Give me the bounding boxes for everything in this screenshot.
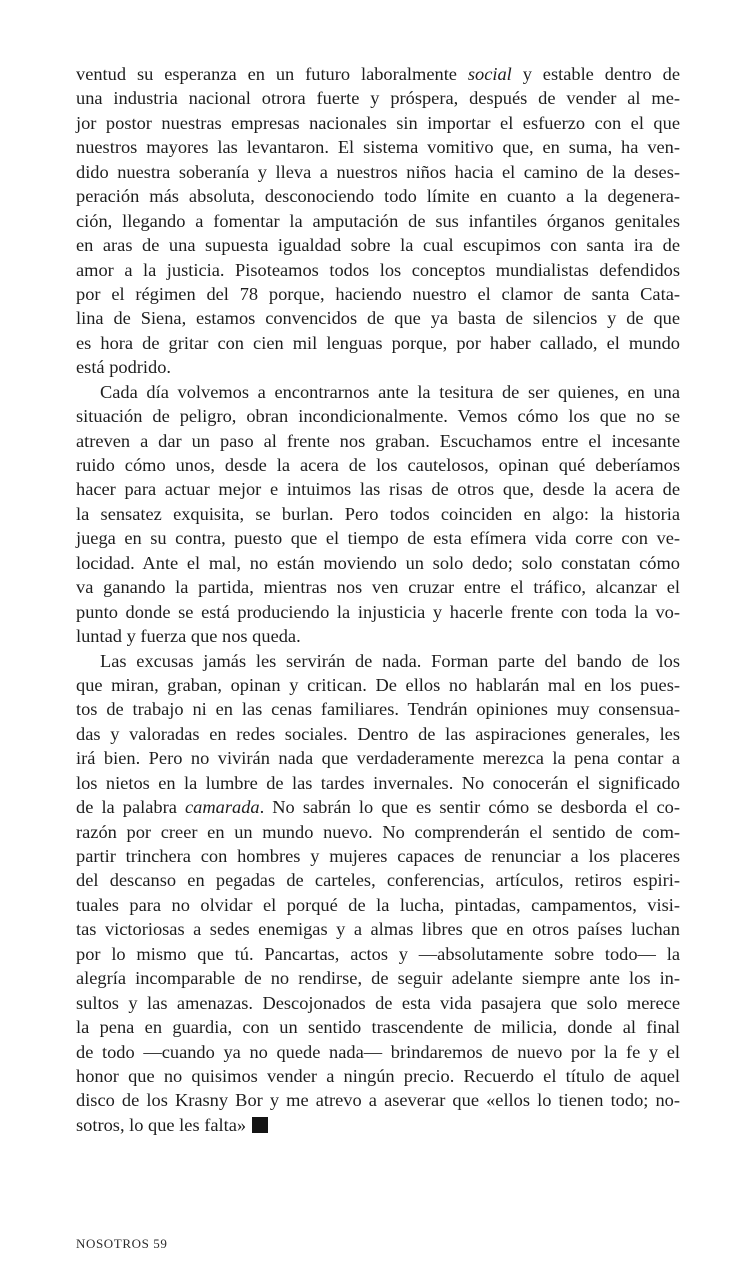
text-segment: la pena en guardia, con un sentido trascendente de milicia, donde al final: [76, 1017, 680, 1038]
text-line: [76, 233, 680, 257]
text-line: [76, 135, 680, 159]
text-segment: ruido cómo unos, desde la acera de los cautelosos, opinan qué deberíamos: [76, 455, 680, 475]
text-line: [76, 209, 680, 233]
text-segment: por el régimen del 78 porque, haciendo nuestro el clamor de santa Cata-: [76, 283, 680, 304]
text-line: [76, 306, 680, 330]
text-segment: razón por creer en un mundo nuevo. No comprenderán el sentido de com-: [76, 821, 680, 842]
text-line: [76, 282, 680, 306]
text-segment: alegría incomparable de no rendirse, de seguir adelante siempre ante los in-: [76, 968, 680, 989]
body-text: [76, 62, 680, 1137]
text-segment: va ganando la partida, mientras nos ven cruzar entre el tráfico, alcanzar el: [76, 577, 680, 598]
text-segment: Cada día volvemos a encontrarnos ante la tesitura de ser quienes, en una: [100, 381, 680, 402]
text-line: [76, 258, 680, 282]
text-line: [76, 526, 680, 550]
text-line: [76, 868, 680, 892]
text-segment: tuales para no olvidar el porqué de la lucha, pintadas, campamentos, visi-: [76, 894, 680, 915]
text-line: [76, 184, 680, 208]
text-line: [76, 673, 680, 697]
text-line: [76, 62, 680, 86]
text-segment: sultos y las amenazas. Descojonados de esta vida pasajera que solo merece: [76, 992, 680, 1013]
text-segment: honor que no quisimos vender a ningún precio. Recuerdo el título de aquel: [76, 1065, 680, 1086]
text-segment: juega en su contra, puesto que el tiempo de esta efímera vida corre con ve-: [76, 528, 680, 549]
text-line: [76, 551, 680, 575]
text-line: [76, 600, 680, 624]
text-segment: y estable dentro de: [511, 64, 680, 84]
text-line: [76, 429, 680, 453]
text-line: [76, 477, 680, 501]
footer-section-title: NOSOTROS: [76, 1236, 150, 1251]
text-line: [76, 404, 680, 428]
text-segment: de la palabra: [76, 797, 186, 818]
text-line: [76, 1040, 680, 1064]
text-segment: la sensatez exquisita, se burlan. Pero todos coinciden en algo: la historia: [76, 503, 680, 524]
text-line: [76, 160, 680, 184]
italic-word: camarada: [185, 797, 260, 818]
text-segment: una industria nacional otrora fuerte y próspera, después de vender al me-: [76, 88, 680, 109]
text-segment: tas victoriosas a sedes enemigas y a almas libres que en otros países luchan: [76, 919, 680, 940]
text-segment: tos de trabajo ni en las cenas familiares. Tendrán opiniones muy consensua-: [76, 699, 680, 720]
text-line: [76, 771, 680, 795]
text-segment: irá bien. Pero no vivirán nada que verdaderamente merezca la pena contar a: [76, 748, 680, 769]
text-segment: los nietos en la lumbre de las tardes invernales. No conocerán el significado: [76, 772, 680, 793]
text-segment: ventud su esperanza en un futuro laboralmente: [76, 64, 468, 84]
text-line: [76, 502, 680, 526]
text-segment: en aras de una supuesta igualdad sobre la cual escupimos con santa ira de: [76, 235, 680, 256]
text-line: [76, 746, 680, 770]
text-line: [76, 917, 680, 941]
text-segment: punto donde se está produciendo la injusticia y hacerle frente con toda la vo-: [76, 601, 680, 622]
text-line: [76, 991, 680, 1015]
text-line: [76, 844, 680, 868]
text-line: [76, 649, 680, 673]
text-line: [76, 355, 680, 379]
text-line: [76, 795, 680, 819]
text-segment: amor a la justicia. Pisoteamos todos los conceptos mundialistas defendidos: [76, 259, 680, 280]
text-segment: hacer para actuar mejor e intuimos las risas de otros que, desde la acera de: [76, 479, 680, 500]
text-segment: nuestros mayores las levantaron. El sistema vomitivo que, en suma, ha ven-: [76, 137, 680, 158]
text-segment: Las excusas jamás les servirán de nada. Forman parte del bando de los: [100, 650, 680, 671]
text-line: [76, 966, 680, 990]
text-segment: das y valoradas en redes sociales. Dentro de las aspiraciones generales, les: [76, 723, 680, 744]
text-line: [76, 575, 680, 599]
text-line: [76, 893, 680, 917]
text-segment: ción, llegando a fomentar la amputación de sus infantiles órganos genitales: [76, 210, 680, 231]
text-line: [76, 453, 680, 477]
end-of-article-square-icon: [252, 1117, 268, 1133]
text-segment: situación de peligro, obran incondicionalmente. Vemos cómo los que no se: [76, 406, 680, 427]
text-line: [76, 1113, 680, 1137]
text-segment: . No sabrán lo que es sentir cómo se desborda el co-: [259, 797, 680, 818]
text-line: [76, 86, 680, 110]
text-line: [76, 820, 680, 844]
text-segment: que miran, graban, opinan y critican. De ellos no hablarán mal en los pues-: [76, 674, 680, 695]
text-line: [76, 942, 680, 966]
footer-page-number: 59: [153, 1236, 168, 1251]
text-segment: lina de Siena, estamos convencidos de que ya basta de silencios y de que: [76, 308, 680, 329]
text-line: [76, 722, 680, 746]
text-segment: disco de los Krasny Bor y me atrevo a aseverar que «ellos lo tienen todo; no-: [76, 1090, 680, 1111]
text-line: [76, 380, 680, 404]
text-line: [76, 1015, 680, 1039]
text-segment: locidad. Ante el mal, no están moviendo un solo dedo; solo constatan cómo: [76, 552, 680, 573]
text-segment: está podrido.: [76, 357, 171, 378]
text-segment: de todo —cuando ya no quede nada— brindaremos de nuevo por la fe y el: [76, 1041, 680, 1062]
text-segment: luntad y fuerza que nos queda.: [76, 626, 301, 647]
running-footer: [76, 1236, 168, 1252]
text-line: [76, 1088, 680, 1112]
text-line: [76, 697, 680, 721]
text-segment: por lo mismo que tú. Pancartas, actos y —absolutamente sobre todo— la: [76, 943, 680, 964]
text-segment: dido nuestra soberanía y lleva a nuestros niños hacia el camino de la deses-: [76, 161, 680, 182]
text-segment: jor postor nuestras empresas nacionales sin importar el esfuerzo con el que: [76, 112, 680, 133]
text-line: [76, 111, 680, 135]
text-line: [76, 1064, 680, 1088]
text-segment: atreven a dar un paso al frente nos graban. Escuchamos entre el incesante: [76, 430, 680, 451]
text-segment: es hora de gritar con cien mil lenguas porque, por haber callado, el mundo: [76, 332, 680, 353]
text-segment: peración más absoluta, desconociendo todo límite en cuanto a la degenera-: [76, 186, 680, 207]
text-segment: sotros, lo que les falta»: [76, 1114, 247, 1135]
text-segment: partir trinchera con hombres y mujeres capaces de renunciar a los placeres: [76, 846, 680, 866]
text-line: [76, 331, 680, 355]
text-line: [76, 624, 680, 648]
text-segment: del descanso en pegadas de carteles, conferencias, artículos, retiros espiri-: [76, 870, 680, 891]
italic-word: social: [467, 64, 512, 84]
